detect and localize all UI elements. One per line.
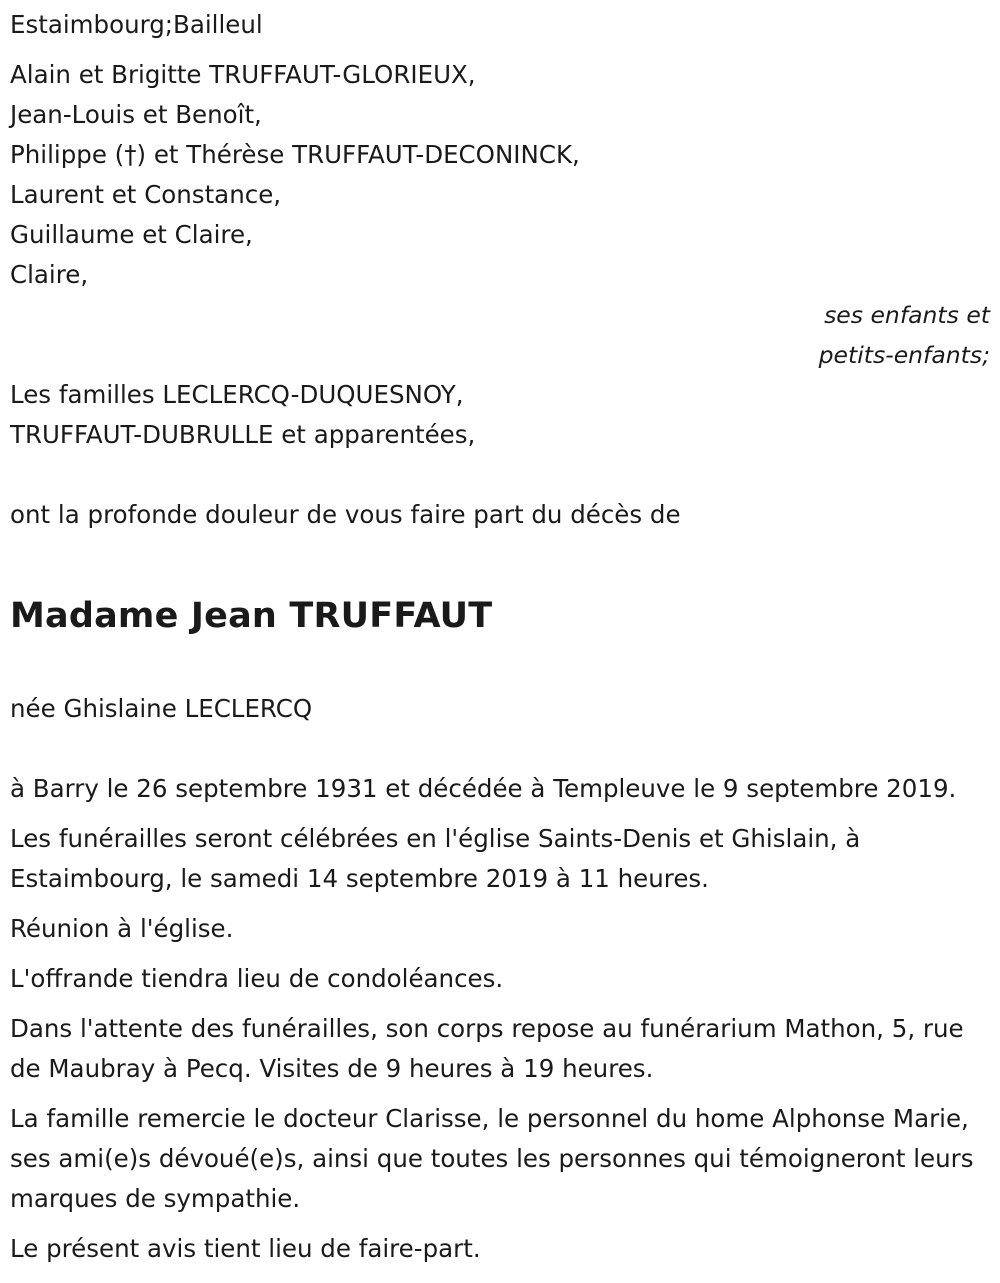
maiden-name: née Ghislaine LECLERCQ bbox=[10, 694, 313, 723]
funeral-paragraph: Les funérailles seront célébrées en l'église Saints-Denis et Ghislain, à Estaimbourg, le samedi 14 septembre 2019 à 11 heures. bbox=[10, 824, 861, 893]
location-header: Estaimbourg;Bailleul bbox=[10, 10, 263, 39]
meeting-paragraph: Réunion à l'église. bbox=[10, 914, 234, 943]
family-line: TRUFFAUT-DUBRULLE et apparentées, bbox=[10, 420, 476, 449]
children-line: Alain et Brigitte TRUFFAUT-GLORIEUX, bbox=[10, 60, 476, 89]
children-role bbox=[10, 295, 990, 375]
announcement-text: ont la profonde douleur de vous faire part du décès de bbox=[10, 500, 681, 529]
children-line: Guillaume et Claire, bbox=[10, 220, 253, 249]
children-line: Claire, bbox=[10, 260, 89, 289]
obituary-notice bbox=[0, 5, 1000, 1283]
funerarium-paragraph: Dans l'attente des funérailles, son corps repose au funérarium Mathon, 5, rue de Maubray à Pecq. Visites de 9 heures à 19 heures. bbox=[10, 1014, 964, 1083]
family-line: Les familles LECLERCQ-DUQUESNOY, bbox=[10, 380, 464, 409]
deceased-name: Madame Jean TRUFFAUT bbox=[10, 596, 493, 636]
offering-paragraph: L'offrande tiendra lieu de condoléances. bbox=[10, 964, 504, 993]
children-role-line: ses enfants et bbox=[824, 301, 990, 329]
children-list bbox=[10, 55, 990, 295]
children-line: Jean-Louis et Benoît, bbox=[10, 100, 262, 129]
notice-paragraph: Le présent avis tient lieu de faire-part. bbox=[10, 1234, 481, 1263]
thanks-paragraph: La famille remercie le docteur Clarisse, le personnel du home Alphonse Marie, ses ami(e)s dévoué(e)s, ainsi que toutes les personnes qui témoigneront leurs marques de sympathie. bbox=[10, 1104, 974, 1213]
children-line: Laurent et Constance, bbox=[10, 180, 282, 209]
family-list bbox=[10, 375, 990, 455]
children-role-line: petits-enfants; bbox=[818, 341, 990, 369]
children-line: Philippe (†) et Thérèse TRUFFAUT-DECONINCK, bbox=[10, 140, 580, 169]
details-section bbox=[10, 769, 990, 1269]
birth-death-paragraph: à Barry le 26 septembre 1931 et décédée à Templeuve le 9 septembre 2019. bbox=[10, 774, 957, 803]
